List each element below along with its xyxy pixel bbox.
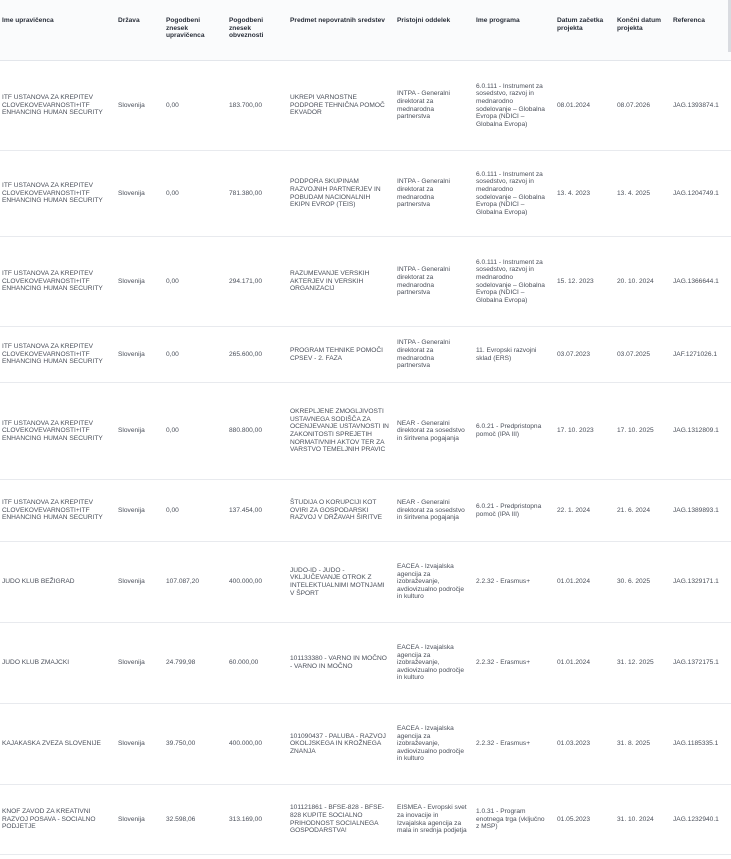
country-cell: Slovenija (114, 151, 162, 237)
start-date-cell: 13. 4. 2023 (553, 151, 613, 237)
beneficiary-amount-cell: 24.799,98 (162, 623, 225, 704)
reference-cell: JAG.1232940.1 (669, 785, 731, 855)
department-cell: INTPA - Generalni direktorat za mednarodna partnerstva (393, 327, 472, 383)
col-header-department[interactable]: Pristojni oddelek (393, 0, 472, 61)
beneficiary-cell: JUDO KLUB BEŽIGRAD (0, 542, 114, 623)
beneficiary-cell: ITF USTANOVA ZA KREPITEV CLOVEKOVEVARNOSTI+ITF ENHANCING HUMAN SECURITY (0, 61, 114, 151)
col-header-start-date[interactable]: Datum začetka projekta (553, 0, 613, 61)
end-date-cell: 30. 6. 2025 (613, 542, 669, 623)
country-cell: Slovenija (114, 623, 162, 704)
department-cell: EACEA - Izvajalska agencija za izobraževanje, avdiovizualno področje in kulturo (393, 704, 472, 785)
reference-cell: JAF.1271026.1 (669, 327, 731, 383)
col-header-subject[interactable]: Predmet nepovratnih sredstev (286, 0, 393, 61)
reference-cell: JAG.1312809.1 (669, 383, 731, 480)
table-header (0, 0, 731, 61)
beneficiary-amount-cell: 32.598,06 (162, 785, 225, 855)
subject-cell: PROGRAM TEHNIKE POMOČI CPSEV - 2. FAZA (286, 327, 393, 383)
reference-cell: JAG.1393874.1 (669, 61, 731, 151)
reference-cell: JAG.1185335.1 (669, 704, 731, 785)
col-header-beneficiary[interactable]: Ime upravičenca (0, 0, 114, 61)
programme-cell: 6.0.111 - Instrument za sosedstvo, razvoj in mednarodno sodelovanje – Globalna Evropa (NDICI – Globalna Evropa) (472, 61, 553, 151)
beneficiary-amount-cell: 0,00 (162, 480, 225, 542)
end-date-cell: 20. 10. 2024 (613, 237, 669, 327)
col-header-beneficiary-amount[interactable]: Pogodbeni znesek upravičenca (162, 0, 225, 61)
end-date-cell: 08.07.2026 (613, 61, 669, 151)
start-date-cell: 15. 12. 2023 (553, 237, 613, 327)
subject-cell: PODPORA SKUPINAM RAZVOJNIH PARTNERJEV IN POBUDAM NACIONALNIH EKIPN EVROP (TEIS) (286, 151, 393, 237)
beneficiary-cell: ITF USTANOVA ZA KREPITEV CLOVEKOVEVARNOSTI+ITF ENHANCING HUMAN SECURITY (0, 237, 114, 327)
beneficiary-amount-cell: 0,00 (162, 237, 225, 327)
programme-cell: 2.2.32 - Erasmus+ (472, 704, 553, 785)
commitment-amount-cell: 294.171,00 (225, 237, 286, 327)
end-date-cell: 31. 8. 2025 (613, 704, 669, 785)
start-date-cell: 03.07.2023 (553, 327, 613, 383)
table-row[interactable] (0, 327, 731, 383)
reference-cell: JAG.1329171.1 (669, 542, 731, 623)
programme-cell: 1.0.31 - Program enotnega trga (vključno z MSP) (472, 785, 553, 855)
department-cell: INTPA - Generalni direktorat za mednarodna partnerstva (393, 61, 472, 151)
subject-cell: OKREPLJENE ZMOGLJIVOSTI USTAVNEGA SODIŠČA ZA OCENJEVANJE USTAVNOSTI IN ZAKONITOSTI SPREJETIH NORMATIVNIH AKTOV TER ZA VARSTVO TEMELJNIH PRAVIC (286, 383, 393, 480)
table-row[interactable] (0, 623, 731, 704)
table-row[interactable] (0, 480, 731, 542)
beneficiary-amount-cell: 0,00 (162, 61, 225, 151)
table-row[interactable] (0, 704, 731, 785)
col-header-country[interactable]: Država (114, 0, 162, 61)
start-date-cell: 01.01.2024 (553, 542, 613, 623)
beneficiary-amount-cell: 0,00 (162, 151, 225, 237)
end-date-cell: 21. 6. 2024 (613, 480, 669, 542)
reference-cell: JAG.1204749.1 (669, 151, 731, 237)
programme-cell: 6.0.21 - Predpristopna pomoč (IPA III) (472, 383, 553, 480)
table-row[interactable] (0, 383, 731, 480)
col-header-programme[interactable]: Ime programa (472, 0, 553, 61)
country-cell: Slovenija (114, 480, 162, 542)
subject-cell: 101090437 - PALUBA - RAZVOJ OKOLJSKEGA IN KROŽNEGA ZNANJA (286, 704, 393, 785)
beneficiary-cell: KNOF ZAVOD ZA KREATIVNI RAZVOJ POSAVA - SOCIALNO PODJETJE (0, 785, 114, 855)
programme-cell: 11. Evropski razvojni sklad (ERS) (472, 327, 553, 383)
table-row[interactable] (0, 542, 731, 623)
table-body (0, 61, 731, 855)
header-row (0, 0, 731, 61)
country-cell: Slovenija (114, 327, 162, 383)
start-date-cell: 08.01.2024 (553, 61, 613, 151)
beneficiary-amount-cell: 0,00 (162, 383, 225, 480)
beneficiary-cell: ITF USTANOVA ZA KREPITEV CLOVEKOVEVARNOSTI+ITF ENHANCING HUMAN SECURITY (0, 327, 114, 383)
table-row[interactable] (0, 237, 731, 327)
commitment-amount-cell: 183.700,00 (225, 61, 286, 151)
commitment-amount-cell: 400.000,00 (225, 704, 286, 785)
country-cell: Slovenija (114, 542, 162, 623)
col-header-reference[interactable]: Referenca (669, 0, 731, 61)
programme-cell: 2.2.32 - Erasmus+ (472, 542, 553, 623)
col-header-commitment-amount[interactable]: Pogodbeni znesek obveznosti (225, 0, 286, 61)
reference-cell: JAG.1389893.1 (669, 480, 731, 542)
end-date-cell: 13. 4. 2025 (613, 151, 669, 237)
subject-cell: ŠTUDIJA O KORUPCIJI KOT OVIRI ZA GOSPODARSKI RAZVOJ V DRŽAVAH ŠIRITVE (286, 480, 393, 542)
table-row[interactable] (0, 785, 731, 855)
start-date-cell: 17. 10. 2023 (553, 383, 613, 480)
subject-cell: JUDO-ID - JUDO - VKLJUČEVANJE OTROK Z INTELEKTUALNIMI MOTNJAMI V ŠPORT (286, 542, 393, 623)
commitment-amount-cell: 137.454,00 (225, 480, 286, 542)
beneficiary-amount-cell: 39.750,00 (162, 704, 225, 785)
subject-cell: RAZUMEVANJE VERSKIH AKTERJEV IN VERSKIH ORGANIZACIJ (286, 237, 393, 327)
subject-cell: UKREPI VARNOSTNE PODPORE TEHNIČNA POMOČ EKVADOR (286, 61, 393, 151)
reference-cell: JAG.1366644.1 (669, 237, 731, 327)
end-date-cell: 31. 12. 2025 (613, 623, 669, 704)
table-row[interactable] (0, 61, 731, 151)
beneficiary-cell: ITF USTANOVA ZA KREPITEV CLOVEKOVEVARNOSTI+ITF ENHANCING HUMAN SECURITY (0, 151, 114, 237)
country-cell: Slovenija (114, 785, 162, 855)
country-cell: Slovenija (114, 61, 162, 151)
department-cell: INTPA - Generalni direktorat za mednarodna partnerstva (393, 237, 472, 327)
beneficiary-amount-cell: 0,00 (162, 327, 225, 383)
beneficiary-cell: KAJAKASKA ZVEZA SLOVENIJE (0, 704, 114, 785)
end-date-cell: 31. 10. 2024 (613, 785, 669, 855)
commitment-amount-cell: 400.000,00 (225, 542, 286, 623)
start-date-cell: 22. 1. 2024 (553, 480, 613, 542)
programme-cell: 2.2.32 - Erasmus+ (472, 623, 553, 704)
programme-cell: 6.0.21 - Predpristopna pomoč (IPA III) (472, 480, 553, 542)
beneficiary-cell: ITF USTANOVA ZA KREPITEV CLOVEKOVEVARNOSTI+ITF ENHANCING HUMAN SECURITY (0, 480, 114, 542)
start-date-cell: 01.05.2023 (553, 785, 613, 855)
department-cell: INTPA - Generalni direktorat za mednarodna partnerstva (393, 151, 472, 237)
country-cell: Slovenija (114, 704, 162, 785)
department-cell: EACEA - Izvajalska agencija za izobraževanje, avdiovizualno področje in kulturo (393, 623, 472, 704)
beneficiary-cell: ITF USTANOVA ZA KREPITEV CLOVEKOVEVARNOSTI+ITF ENHANCING HUMAN SECURITY (0, 383, 114, 480)
commitment-amount-cell: 313.169,00 (225, 785, 286, 855)
commitment-amount-cell: 265.600,00 (225, 327, 286, 383)
programme-cell: 6.0.111 - Instrument za sosedstvo, razvoj in mednarodno sodelovanje – Globalna Evropa (NDICI – Globalna Evropa) (472, 237, 553, 327)
table-row[interactable] (0, 151, 731, 237)
beneficiary-cell: JUDO KLUB ZMAJCKI (0, 623, 114, 704)
col-header-end-date[interactable]: Končni datum projekta (613, 0, 669, 61)
country-cell: Slovenija (114, 237, 162, 327)
department-cell: NEAR - Generalni direktorat za sosedstvo in širitvena pogajanja (393, 480, 472, 542)
subject-cell: 101133380 - VARNO IN MOČNO - VARNO IN MOČNO (286, 623, 393, 704)
start-date-cell: 01.03.2023 (553, 704, 613, 785)
commitment-amount-cell: 880.800,00 (225, 383, 286, 480)
end-date-cell: 03.07.2025 (613, 327, 669, 383)
department-cell: EISMEA - Evropski svet za inovacije in Izvajalska agencija za mala in srednja podjetja (393, 785, 472, 855)
commitment-amount-cell: 60.000,00 (225, 623, 286, 704)
end-date-cell: 17. 10. 2025 (613, 383, 669, 480)
beneficiary-amount-cell: 107.087,20 (162, 542, 225, 623)
reference-cell: JAG.1372175.1 (669, 623, 731, 704)
department-cell: NEAR - Generalni direktorat za sosedstvo in širitvena pogajanja (393, 383, 472, 480)
country-cell: Slovenija (114, 383, 162, 480)
start-date-cell: 01.01.2024 (553, 623, 613, 704)
programme-cell: 6.0.111 - Instrument za sosedstvo, razvoj in mednarodno sodelovanje – Globalna Evropa (NDICI – Globalna Evropa) (472, 151, 553, 237)
commitment-amount-cell: 781.380,00 (225, 151, 286, 237)
department-cell: EACEA - Izvajalska agencija za izobraževanje, avdiovizualno področje in kulturo (393, 542, 472, 623)
subject-cell: 101121861 - BFSE-828 - BFSE-828 KUPITE SOCIALNO PRIHODNOST SOCIALNEGA GOSPODARSTVA! (286, 785, 393, 855)
